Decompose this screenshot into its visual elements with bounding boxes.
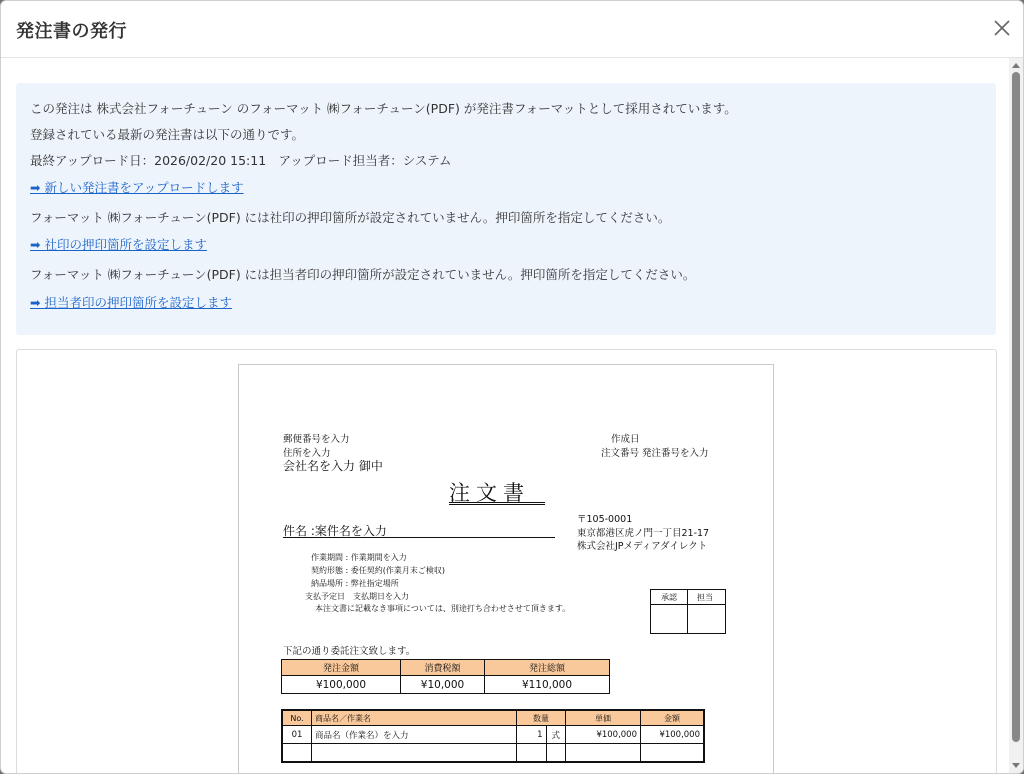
modal-header	[1, 1, 1023, 58]
pdf-title-underline-2	[449, 504, 545, 505]
set-person-seal-link[interactable]: ➡ 担当者印の押印箇所を設定します	[30, 295, 232, 310]
scroll-up-arrow-icon[interactable]	[1012, 63, 1020, 68]
items-header-name: 商品名／作業名	[312, 710, 517, 726]
latest-order-text: 登録されている最新の発注書は以下の通りです。	[30, 127, 305, 142]
summary-header-tax: 消費税額	[401, 660, 485, 676]
scrollbar-thumb[interactable]	[1012, 72, 1020, 742]
pdf-order-number: 注文番号 発注番号を入力	[601, 448, 709, 459]
summary-value-total: ¥110,000	[485, 676, 610, 694]
pdf-items-table	[281, 709, 705, 763]
pdf-subject-underline	[283, 537, 555, 538]
pdf-title: 注文書	[449, 481, 530, 505]
pdf-page	[238, 364, 774, 773]
items-header-qty: 数量	[517, 710, 566, 726]
pdf-summary-table	[281, 659, 610, 694]
pdf-address: 住所を入力	[283, 448, 331, 459]
pdf-sender-postal: 〒105-0001	[577, 514, 633, 525]
modal-body	[1, 58, 1009, 773]
item-empty-cell	[546, 744, 565, 763]
item-unit: 式	[546, 726, 565, 744]
pdf-postal: 郵便番号を入力	[283, 434, 350, 445]
pdf-sender-address: 東京都港区虎ノ門一丁目21-17	[577, 528, 710, 539]
pdf-stamp-approve: 承認	[661, 593, 677, 602]
item-empty-cell	[312, 744, 517, 763]
pdf-recipient-company: 会社名を入力 御中	[283, 459, 383, 473]
summary-header-amount: 発注金額	[282, 660, 401, 676]
modal-title: 発注書の発行	[16, 21, 127, 42]
last-upload-text: 最終アップロード日：2026/02/20 15:11 アップロード担当者：システム	[30, 153, 452, 168]
company-seal-warning: フォーマット ㈱フォーチューン(PDF) には社印の押印箇所が設定されていません。押印箇所を指定してください。	[30, 210, 671, 225]
items-header-amount: 金額	[641, 710, 705, 726]
upload-new-order-link[interactable]: ➡ 新しい発注書をアップロードします	[30, 180, 244, 195]
pdf-period: 作業期間 : 作業期間を入力	[311, 553, 407, 562]
summary-value-tax: ¥10,000	[401, 676, 485, 694]
item-qty: 1	[517, 726, 547, 744]
item-empty-cell	[517, 744, 547, 763]
items-header-price: 単価	[566, 710, 641, 726]
close-icon	[991, 17, 1013, 39]
item-name: 商品名（作業名）を入力	[312, 726, 517, 744]
pdf-note: 本注文書に記載なき事項については、別途打ち合わせさせて頂きます。	[315, 604, 571, 613]
pdf-sender-company: 株式会社JPメディアダイレクト	[577, 541, 708, 552]
item-amount: ¥100,000	[641, 726, 705, 744]
pdf-contract: 契約形態 : 委任契約(作業月末ご検収)	[311, 566, 446, 575]
close-button[interactable]	[991, 17, 1013, 39]
pdf-title-underline	[449, 502, 545, 503]
item-empty-cell	[641, 744, 705, 763]
vertical-scrollbar[interactable]	[1009, 58, 1023, 773]
set-company-seal-link[interactable]: ➡ 社印の押印箇所を設定します	[30, 237, 207, 252]
format-adopted-text: この発注は 株式会社フォーチューン のフォーマット ㈱フォーチューン(PDF) が発注書フォーマットとして採用されています。	[30, 101, 737, 116]
pdf-preview-frame[interactable]	[16, 349, 997, 773]
item-no: 01	[282, 726, 312, 744]
pdf-subject: 件名 :案件名を入力	[283, 524, 387, 538]
item-empty-cell	[282, 744, 312, 763]
info-box	[16, 83, 996, 335]
summary-value-amount: ¥100,000	[282, 676, 401, 694]
scroll-down-arrow-icon[interactable]	[1012, 763, 1020, 768]
pdf-intro: 下記の通り委託注文致します。	[283, 646, 416, 657]
items-header-no: No.	[282, 710, 312, 726]
person-seal-warning: フォーマット ㈱フォーチューン(PDF) には担当者印の押印箇所が設定されていません。押印箇所を指定してください。	[30, 267, 696, 282]
item-empty-cell	[566, 744, 641, 763]
pdf-stamp-person: 担当	[697, 593, 713, 602]
pdf-payment: 支払予定日 支払期日を入力	[305, 592, 409, 601]
pdf-delivery: 納品場所 : 弊社指定場所	[311, 579, 399, 588]
pdf-stamp-box	[650, 589, 726, 634]
pdf-created-date: 作成日	[611, 434, 640, 445]
summary-header-total: 発注総額	[485, 660, 610, 676]
item-price: ¥100,000	[566, 726, 641, 744]
